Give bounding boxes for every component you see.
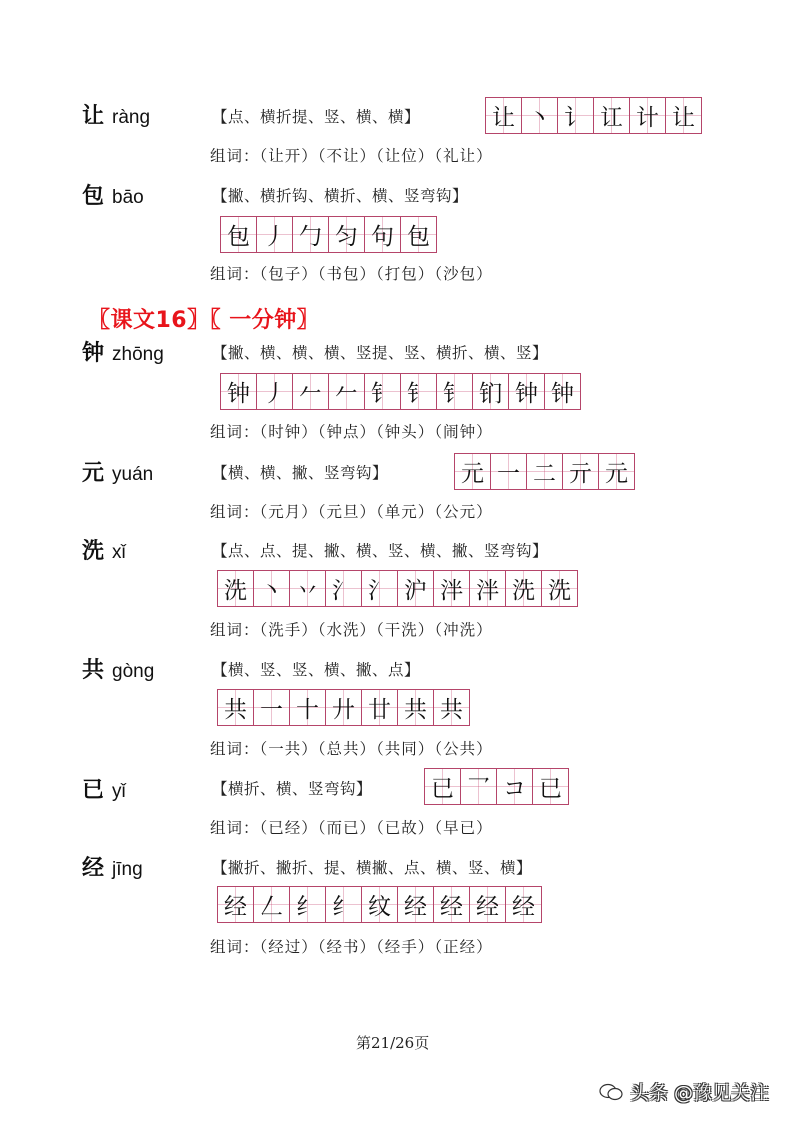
word: （早已） (434, 819, 493, 837)
grid-cell: 共 (434, 690, 470, 725)
grid-cell: 纟 (326, 887, 362, 922)
grid-cell: 钅 (365, 374, 401, 409)
word: （公共） (434, 740, 493, 758)
grid-cell: 钅 (401, 374, 437, 409)
grid-cell: 泮 (470, 571, 506, 606)
grid-cell: 丿 (257, 217, 293, 252)
stroke-grid (220, 373, 581, 410)
grid-cell: 一 (491, 454, 527, 489)
stroke-grid (485, 97, 702, 134)
grid-cell: 丿 (257, 374, 293, 409)
word: （一共） (259, 740, 318, 758)
entry-char: 经 (82, 856, 105, 881)
word-list (210, 821, 493, 837)
page-number: 第21/26页 (356, 1034, 430, 1052)
word-list (210, 149, 493, 165)
word-label: 组词： (210, 819, 260, 837)
grid-cell: 一 (254, 690, 290, 725)
watermark (598, 1078, 769, 1105)
grid-cell: 氵 (326, 571, 362, 606)
grid-cell: 二 (527, 454, 563, 489)
word: （总共） (317, 740, 377, 758)
stroke-grid (217, 886, 542, 923)
entry-pinyin: yǐ (112, 781, 126, 802)
word: （经书） (317, 938, 377, 956)
grid-cell: 计 (630, 98, 666, 133)
entry-pinyin: bāo (112, 187, 144, 208)
word: （干洗） (376, 621, 435, 639)
entry-yi-heading (82, 780, 126, 802)
stroke-order-text: 【横、竖、竖、横、撇、点】 (212, 661, 421, 679)
grid-cell: 元 (599, 454, 635, 489)
word: （不让） (317, 147, 377, 165)
lesson-title: 〖课文16〗〖 一分钟〗 (88, 308, 320, 333)
word: （共同） (376, 740, 435, 758)
word-list (210, 505, 493, 521)
word-label: 组词： (210, 740, 260, 758)
watermark-text: 头条 @豫见关注 (630, 1082, 770, 1104)
stroke-order-text: 【撇、横、横、横、竖提、竖、横折、横、竖】 (212, 344, 549, 362)
entry-pinyin: jīng (112, 859, 143, 880)
word: （而已） (317, 819, 377, 837)
word-label: 组词： (210, 147, 260, 165)
grid-cell: 纟 (290, 887, 326, 922)
grid-cell: 洗 (506, 571, 542, 606)
grid-cell: 已 (425, 769, 461, 804)
grid-cell: 经 (398, 887, 434, 922)
grid-cell: 氵 (362, 571, 398, 606)
word: （经过） (259, 938, 318, 956)
grid-cell: 廾 (326, 690, 362, 725)
grid-cell: 洗 (218, 571, 254, 606)
word: （单元） (376, 503, 435, 521)
word: （洗手） (259, 621, 318, 639)
word-list (210, 425, 493, 441)
grid-cell: 𠂉 (293, 374, 329, 409)
entry-char: 洗 (82, 539, 105, 564)
entry-gong-heading (82, 660, 154, 682)
stroke-grid (217, 689, 470, 726)
entry-pinyin: zhōng (112, 344, 164, 365)
grid-cell: 包 (401, 217, 437, 252)
grid-cell: 丶 (254, 571, 290, 606)
entry-zhong-heading (82, 343, 164, 365)
word: （元旦） (317, 503, 377, 521)
word-list (210, 940, 493, 956)
grid-cell: 经 (434, 887, 470, 922)
word-label: 组词： (210, 503, 260, 521)
grid-cell: 勹 (293, 217, 329, 252)
grid-cell: コ (497, 769, 533, 804)
entry-yuan-heading (82, 463, 153, 485)
word: （让开） (259, 147, 318, 165)
stroke-order-text: 【点、点、提、撇、横、竖、横、撇、竖弯钩】 (212, 542, 549, 560)
grid-cell: 已 (533, 769, 569, 804)
wechat-icon (598, 1082, 624, 1102)
entry-char: 已 (82, 778, 105, 803)
word: （时钟） (259, 423, 318, 441)
stroke-order-text: 【点、横折提、竖、横、横】 (212, 108, 421, 126)
word: （沙包） (434, 265, 493, 283)
word: （经手） (376, 938, 435, 956)
grid-cell: 丶 (522, 98, 558, 133)
grid-cell: 经 (218, 887, 254, 922)
grid-cell: 十 (290, 690, 326, 725)
grid-cell: 钔 (473, 374, 509, 409)
word: （正经） (434, 938, 493, 956)
grid-cell: 包 (221, 217, 257, 252)
word-label: 组词： (210, 423, 260, 441)
grid-cell: 元 (455, 454, 491, 489)
grid-cell: 丷 (290, 571, 326, 606)
grid-cell: 经 (470, 887, 506, 922)
grid-cell: 乛 (461, 769, 497, 804)
grid-cell: 讧 (594, 98, 630, 133)
grid-cell: 洗 (542, 571, 578, 606)
grid-cell: 𠂉 (329, 374, 365, 409)
grid-cell: 纹 (362, 887, 398, 922)
word-label: 组词： (210, 265, 260, 283)
word: （礼让） (434, 147, 493, 165)
entry-char: 元 (82, 461, 105, 486)
stroke-grid (217, 570, 578, 607)
stroke-order-text: 【撇折、撇折、提、横撇、点、横、竖、横】 (212, 859, 533, 877)
grid-cell: 廿 (362, 690, 398, 725)
stroke-order-text: 【撇、横折钩、横折、横、竖弯钩】 (212, 187, 469, 205)
word: （让位） (376, 147, 435, 165)
grid-cell: 泮 (434, 571, 470, 606)
word: （打包） (376, 265, 435, 283)
stroke-grid (220, 216, 437, 253)
entry-char: 让 (82, 104, 105, 129)
grid-cell: 共 (398, 690, 434, 725)
word-list (210, 623, 493, 639)
entry-bao-heading (82, 186, 144, 208)
stroke-grid (424, 768, 569, 805)
word-label: 组词： (210, 938, 260, 956)
entry-pinyin: ràng (112, 107, 151, 128)
word: （闹钟） (434, 423, 493, 441)
grid-cell: 𠃋 (254, 887, 290, 922)
grid-cell: 亓 (563, 454, 599, 489)
entry-jing-heading (82, 858, 143, 880)
grid-cell: 沪 (398, 571, 434, 606)
entry-char: 包 (82, 184, 105, 209)
word-label: 组词： (210, 621, 260, 639)
word: （钟点） (317, 423, 377, 441)
entry-pinyin: xǐ (112, 542, 126, 563)
entry-char: 共 (82, 658, 105, 683)
grid-cell: 句 (365, 217, 401, 252)
word: （元月） (259, 503, 318, 521)
grid-cell: 钟 (221, 374, 257, 409)
grid-cell: 让 (486, 98, 522, 133)
entry-pinyin: gòng (112, 661, 155, 682)
grid-cell: 匀 (329, 217, 365, 252)
word-list (210, 267, 493, 283)
stroke-grid (454, 453, 635, 490)
word: （钟头） (376, 423, 435, 441)
word: （包子） (259, 265, 318, 283)
grid-cell: 讠 (558, 98, 594, 133)
grid-cell: 钟 (545, 374, 581, 409)
word-list (210, 742, 493, 758)
entry-xi-heading (82, 541, 126, 563)
stroke-order-text: 【横、横、撇、竖弯钩】 (212, 464, 389, 482)
grid-cell: 共 (218, 690, 254, 725)
word: （已故） (376, 819, 435, 837)
entry-pinyin: yuán (112, 464, 154, 485)
word: （已经） (259, 819, 318, 837)
word: （水洗） (317, 621, 377, 639)
grid-cell: 钟 (509, 374, 545, 409)
grid-cell: 钅 (437, 374, 473, 409)
grid-cell: 经 (506, 887, 542, 922)
word: （书包） (317, 265, 377, 283)
entry-char: 钟 (82, 341, 105, 366)
stroke-order-text: 【横折、横、竖弯钩】 (212, 780, 373, 798)
word: （公元） (434, 503, 493, 521)
entry-rang-heading (82, 106, 150, 128)
grid-cell: 让 (666, 98, 702, 133)
word: （冲洗） (434, 621, 493, 639)
